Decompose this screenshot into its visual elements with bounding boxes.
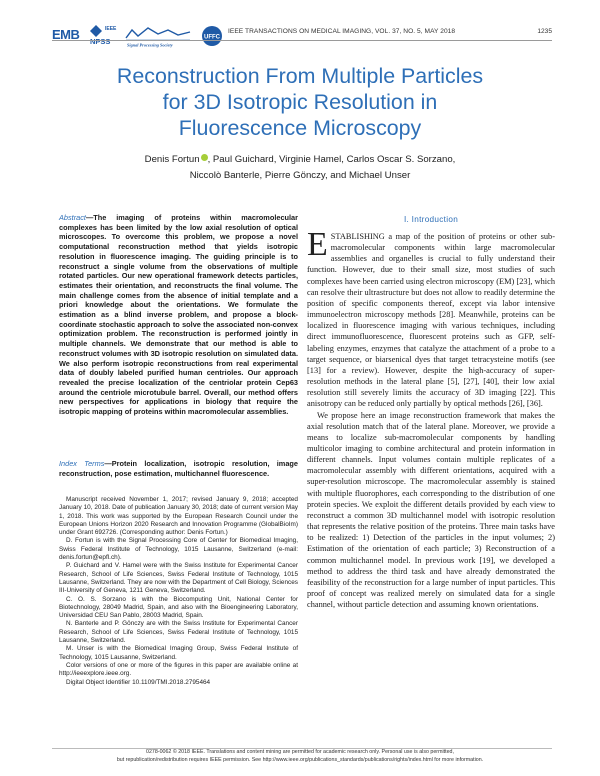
paper-title xyxy=(60,63,540,141)
title-line-1: Reconstruction From Multiple Particles xyxy=(116,64,484,88)
footnote-fortun: D. Fortun is with the Signal Processing Core of Center for Biomedical Imaging, Swiss Federal Institute of Technology, 1015 Lausanne, Switzerland (e-mail: denis.fortun@epfl.ch). xyxy=(59,537,298,562)
authors-line-1 xyxy=(60,152,540,168)
svg-text:NPSS: NPSS xyxy=(90,37,111,46)
footnote-unser: M. Unser is with the Biomedical Imaging Group, Swiss Federal Institute of Technology, 1015 Lausanne, Switzerland. xyxy=(59,645,298,661)
abstract-label: Abstract xyxy=(59,213,86,222)
authors-line-1-rest: , Paul Guichard, Virginie Hamel, Carlos Oscar S. Sorzano, xyxy=(207,154,456,165)
emb-logo: EMB xyxy=(52,27,80,42)
footer-line-1: 0278-0062 © 2018 IEEE. Translations and content mining are permitted for academic research only. Personal use is also permitted, xyxy=(146,749,454,755)
uffc-logo xyxy=(200,25,224,47)
footer-line-2: but republication/redistribution requires IEEE permission. See http://www.ieee.org/publications_standards/publications/rights/index.html for more information. xyxy=(116,757,484,763)
title-line-2: for 3D Isotropic Resolution in xyxy=(162,90,438,114)
uffc-circle-icon xyxy=(200,25,224,47)
author-list xyxy=(60,152,540,184)
introduction-body xyxy=(307,226,555,610)
footnote-banterle-gonczy: N. Banterle and P. Gönczy are with the Swiss Institute for Experimental Cancer Research, School of Life Sciences, Swiss Federal Institute of Technology, 1015 Lausanne, Switzerland. xyxy=(59,620,298,645)
sps-logo xyxy=(124,26,192,48)
svg-text:UFFC: UFFC xyxy=(204,34,220,41)
sps-logo-text: Signal Processing Society xyxy=(127,42,173,48)
title-line-3: Fluorescence Microscopy xyxy=(178,116,422,140)
intro-paragraph-1 xyxy=(307,226,555,410)
intro-paragraph-1-text: STABLISHING a map of the position of proteins or other sub-macromolecular components within large macromolecular assemblies and organelles is crucial to fully understand their function. However, due to their small size, most studies of such complexes have been carried using electron microscopy (EM) [23], which can resolve their ultrastructure but does not allow to readily determine the position of specific components thereof, except via labor intensive immunoelectron microscopy methods [28]. Meanwhile, proteins can be localized in fluorescence imaging with various techniques, including direct immunofluorescence, fluorescent proteins such as GFP, self-labeling enzymes, enzymes that catalyze the attachment of a probe to a target sequence, or biarsenical dyes that target tetracysteine motifs (see [13] for a review). However, despite the high-accuracy of super-resolution methods in the lateral plane [5], [27], [40], their low axial resolution still severely limits the accuracy of 3D imaging [22]. This anisotropy can be reduced only partially by optical methods [26], [36]. xyxy=(307,232,555,409)
footnotes xyxy=(59,496,298,687)
first-author: Denis Fortun xyxy=(144,154,200,165)
abstract xyxy=(59,213,298,417)
society-logos xyxy=(52,24,227,50)
npss-logo xyxy=(89,24,119,46)
svg-text:IEEE: IEEE xyxy=(105,26,117,32)
footnote-doi: Digital Object Identifier 10.1109/TMI.2018.2795464 xyxy=(66,678,211,686)
authors-line-2: Niccolò Banterle, Pierre Gönczy, and Michael Unser xyxy=(189,170,411,181)
intro-paragraph-2: We propose here an image reconstruction framework that makes the axial resolution match that of the lateral plane. Moreover, we provide a means to localize sub-macromolecular components by handling multicolor imaging to combine architectural and protein information in different channels. Input volumes contain multiple replicates of a macromolecular assembly with different orientations, acquired with a super-resolution microscope. The macromolecular assembly is stained with multiple fluorophores, each corresponding to the distribution of one protein species. We exploit the different details provided by each view to reconstruct a common 3D multichannel model with isotropic resolution that represents the relative position of the proteins. Three main tasks have to be realized: 1) Detection of the particles in the input volumes; 2) Estimation of the orientation of each particle; 3) Reconstruction of a common multichannel model. In previous work [19], we developed a method to address the third task and have already demonstrated the feasibility of the reconstruction for a large number of input particles. This proof of concept was realized merely on simulated data for a single channel, without particle detection and assuming known orientations. xyxy=(307,410,555,610)
footnote-sorzano: C. O. S. Sorzano is with the Biocomputing Unit, National Center for Biotechnology, 28049 Madrid, Spain, and also with the Bioengineering Laboratory, Universidad CEU San Pablo, 28003 Madrid, Spain. xyxy=(59,595,298,620)
header-rule xyxy=(52,40,552,41)
drop-cap: E xyxy=(307,226,328,263)
page-number: 1235 xyxy=(537,28,552,35)
copyright-footer xyxy=(60,748,540,764)
index-terms-label: Index Terms xyxy=(59,459,105,468)
ieee-diamond-icon xyxy=(89,24,119,46)
index-terms xyxy=(59,459,298,478)
footnote-guichard-hamel: P. Guichard and V. Hamel were with the Swiss Institute for Experimental Cancer Research, School of Life Sciences, Swiss Federal Institute of Technology, 1015 Lausanne, Switzerland. They are now with the Department of Cell Biology, Sciences III-University of Geneva, 1211 Geneva, Switzerland. xyxy=(59,562,298,595)
footnote-color-versions: Color versions of one or more of the figures in this paper are available online at http://ieeexplore.ieee.org. xyxy=(59,661,298,678)
abstract-text: —The imaging of proteins within macromolecular complexes has been limited by the low axial resolution of optical microscopes. To overcome this problem, we propose a novel computational reconstruction method that yields isotropic resolution in fluorescence imaging. The guiding principle is to reconstruct a single volume from the observations of multiple rotated particles. Our new operational framework detects particles, estimates their orientation, and reconstructs the final volume. The main challenge comes from the absence of initial template and a priori knowledge about the orientations. We formulate the estimation as a blind inverse problem, and propose a block-coordinate stochastic approach to solve the associated non-convex optimization problem. The reconstruction is performed jointly in multiple channels. We demonstrate that our method is able to reconstruct volumes with 3D isotropic resolution on simulated data. We also perform isotropic reconstructions from real experimental data of doubly labeled purified human centrioles. Our approach revealed the precise localization of the centriolar protein Cep63 around the centriole microtubule barrel. Overall, our method offers new perspectives for applications in biology that require the isotropic mapping of proteins within macromolecular assemblies. xyxy=(59,213,298,417)
footnote-manuscript: Manuscript received November 1, 2017; revised January 9, 2018; accepted January 10, 2018. Date of publication January 30, 2018; date of current version May 1, 2018. This work was supported by the European Research Council under the European Unions Horizon 2020 Research and Innovation Programme (GlobalBioIm) under Grant 692726. (Corresponding author: Denis Fortun.) xyxy=(59,496,298,537)
signal-processing-society-icon xyxy=(124,26,192,48)
index-terms-text: —Protein localization, isotropic resolution, image reconstruction, pose estimation, multichannel fluorescence. xyxy=(59,459,298,478)
journal-line: IEEE TRANSACTIONS ON MEDICAL IMAGING, VOL. 37, NO. 5, MAY 2018 xyxy=(228,28,456,35)
section-heading-introduction: I. Introduction xyxy=(403,215,459,224)
orcid-icon[interactable] xyxy=(201,154,208,161)
